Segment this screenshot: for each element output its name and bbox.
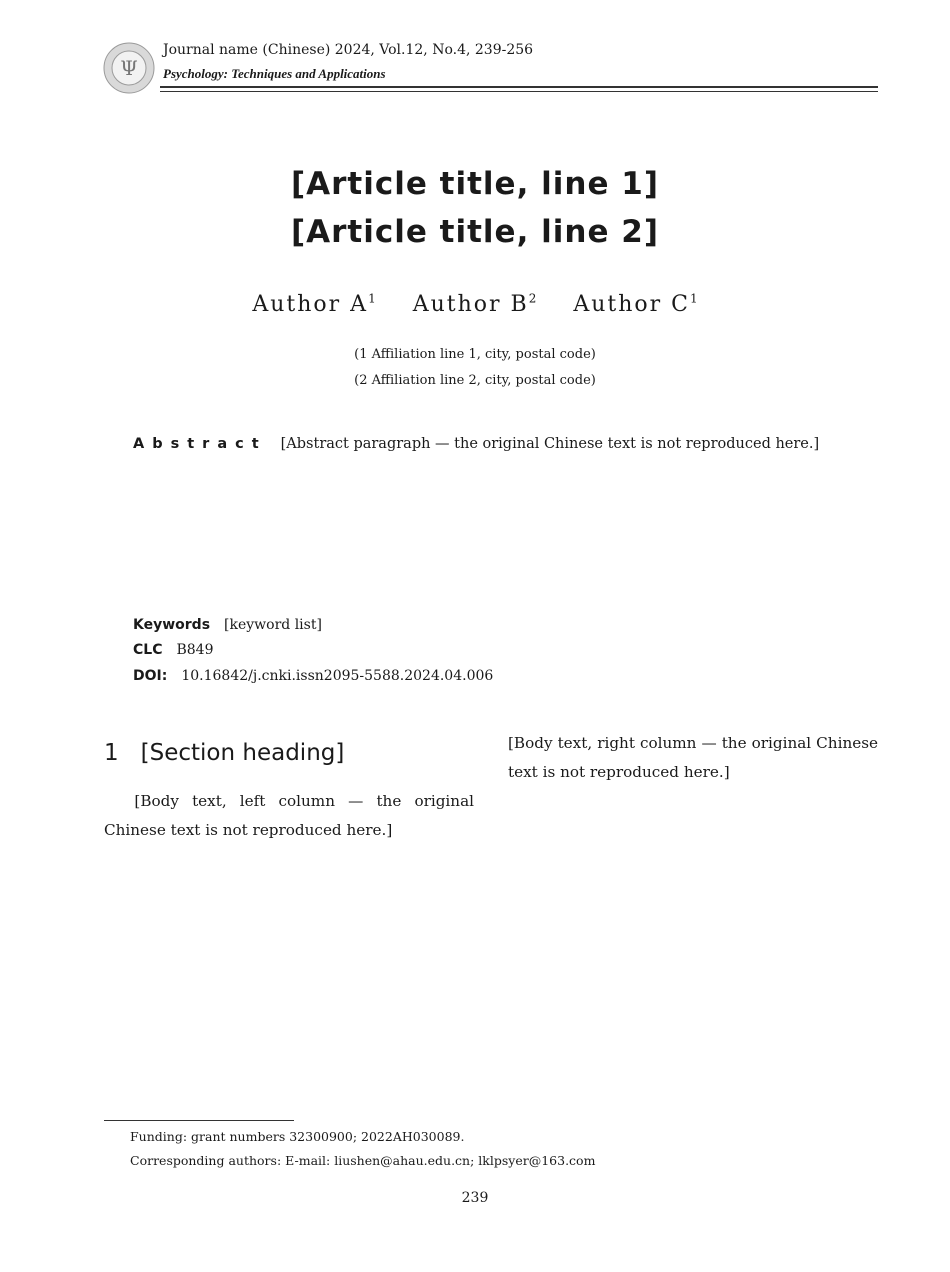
abstract-label: Abstract xyxy=(133,436,267,452)
doi-value: 10.16842/j.cnki.issn2095-5588.2024.04.006 xyxy=(181,668,494,684)
svg-text:Ψ: Ψ xyxy=(120,56,138,80)
section-heading xyxy=(104,740,344,766)
body-paragraph-right: [Body text, right column — the original Chinese text is not reproduced here.] xyxy=(508,734,878,781)
page-number: 239 xyxy=(461,1190,489,1206)
footnote-rule xyxy=(104,1120,294,1121)
funding-footnote: Funding: grant numbers 32300900; 2022AH030089. xyxy=(130,1129,465,1144)
journal-english-name: Psychology: Techniques and Applications xyxy=(163,66,386,81)
article-title-line2: [Article title, line 2] xyxy=(290,214,660,250)
header-rule-thin xyxy=(160,91,878,92)
affiliation-1: (1 Affiliation line 1, city, postal code) xyxy=(354,347,596,362)
keywords-text: [keyword list] xyxy=(224,617,322,633)
section-title: [Section heading] xyxy=(140,740,345,766)
abstract-text: [Abstract paragraph — the original Chinese text is not reproduced here.] xyxy=(280,436,820,452)
section-number: 1 xyxy=(104,740,119,766)
author-list xyxy=(100,292,850,317)
journal-logo-icon xyxy=(103,42,155,94)
keywords xyxy=(133,617,322,633)
keywords-label: Keywords xyxy=(133,617,211,633)
header-rule-thick xyxy=(160,86,878,88)
doi-label: DOI: xyxy=(133,668,168,684)
classification xyxy=(133,642,214,658)
doi xyxy=(133,668,493,684)
contact-footnote: Corresponding authors: E-mail: liushen@ahau.edu.cn; lklpsyer@163.com xyxy=(130,1153,596,1168)
author-3: Author $C^1$ xyxy=(573,292,698,318)
author-2: Author $B^2$ xyxy=(412,292,537,318)
abstract xyxy=(133,431,853,458)
classification-label: CLC xyxy=(133,642,163,658)
body-column-right xyxy=(508,729,878,787)
article-title-line1: [Article title, line 1] xyxy=(290,166,660,202)
body-column-left xyxy=(104,787,474,845)
body-paragraph-left: [Body text, left column — the original Chinese text is not reproduced here.] xyxy=(104,792,474,839)
affiliation-2: (2 Affiliation line 2, city, postal code) xyxy=(354,373,596,388)
classification-code: B849 xyxy=(176,642,214,658)
journal-citation: Journal name (Chinese) 2024, Vol.12, No.4, 239-256 xyxy=(163,42,534,58)
author-1: Author $A^1$ xyxy=(252,292,376,318)
